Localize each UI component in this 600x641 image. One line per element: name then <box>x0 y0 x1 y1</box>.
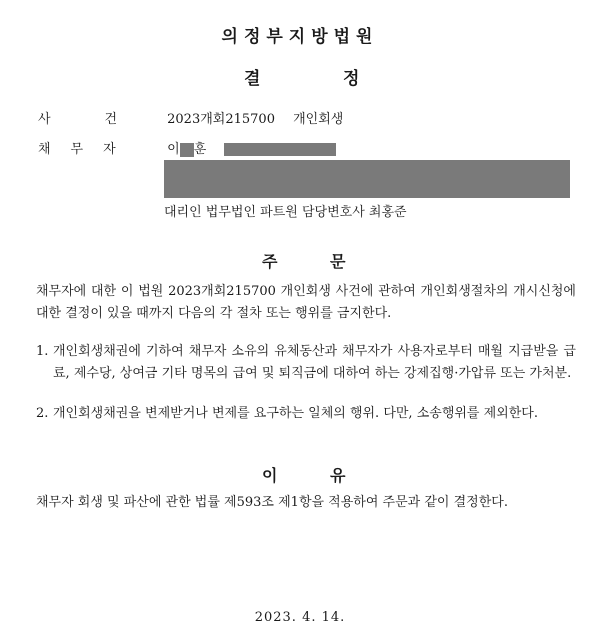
debtor-name-redaction <box>180 143 194 157</box>
debtor-row <box>38 138 336 157</box>
case-type: 개인회생 <box>293 112 344 127</box>
reason-heading-char-2: 유 <box>330 466 346 485</box>
debtor-name-prefix: 이 <box>167 142 180 157</box>
order-intro: 채무자에 대한 이 법원 2023개회215700 개인회생 사건에 관하여 개인회생절차의 개시신청에 대한 결정이 있을 때까지 다음의 각 절차 또는 행위를 금지한다. <box>36 284 576 321</box>
order-item-1 <box>36 341 576 385</box>
order-item-number: 1. <box>36 344 49 359</box>
agent-line: 대리인 법무법인 파트원 담당변호사 최홍준 <box>164 205 407 220</box>
debtor-id-redaction <box>224 143 336 156</box>
decision-date: 2023. 4. 14. <box>254 610 346 625</box>
doc-type-char-2: 정 <box>343 69 360 89</box>
order-item-number: 2. <box>36 406 49 421</box>
order-item-text: 개인회생채권을 변제받거나 변제를 요구하는 일체의 행위. 다만, 소송행위를 제외한다. <box>53 406 538 421</box>
doc-type-char-1: 결 <box>244 69 261 89</box>
court-title: 의정부지방법원 <box>221 27 379 47</box>
case-number: 2023개회215700 <box>167 112 275 127</box>
debtor-label: 채무자 <box>38 142 136 157</box>
order-heading-char-2: 문 <box>330 252 346 271</box>
reason-text: 채무자 회생 및 파산에 관한 법률 제593조 제1항을 적용하여 주문과 같이 결정한다. <box>36 495 508 510</box>
order-item-2 <box>36 403 576 425</box>
debtor-name-suffix: 훈 <box>193 142 207 157</box>
case-row <box>38 108 343 127</box>
reason-heading-char-1: 이 <box>262 466 278 485</box>
case-label: 사건 <box>38 112 172 127</box>
order-heading-char-1: 주 <box>262 252 278 271</box>
order-item-text: 개인회생채권에 기하여 채무자 소유의 유체동산과 채무자가 사용자로부터 매월 지급받을 급료, 제수당, 상여금 기타 명목의 급여 및 퇴직금에 대하여 하는 강제집행·가압류 또는 가처분. <box>53 344 576 381</box>
address-redaction <box>164 160 570 198</box>
